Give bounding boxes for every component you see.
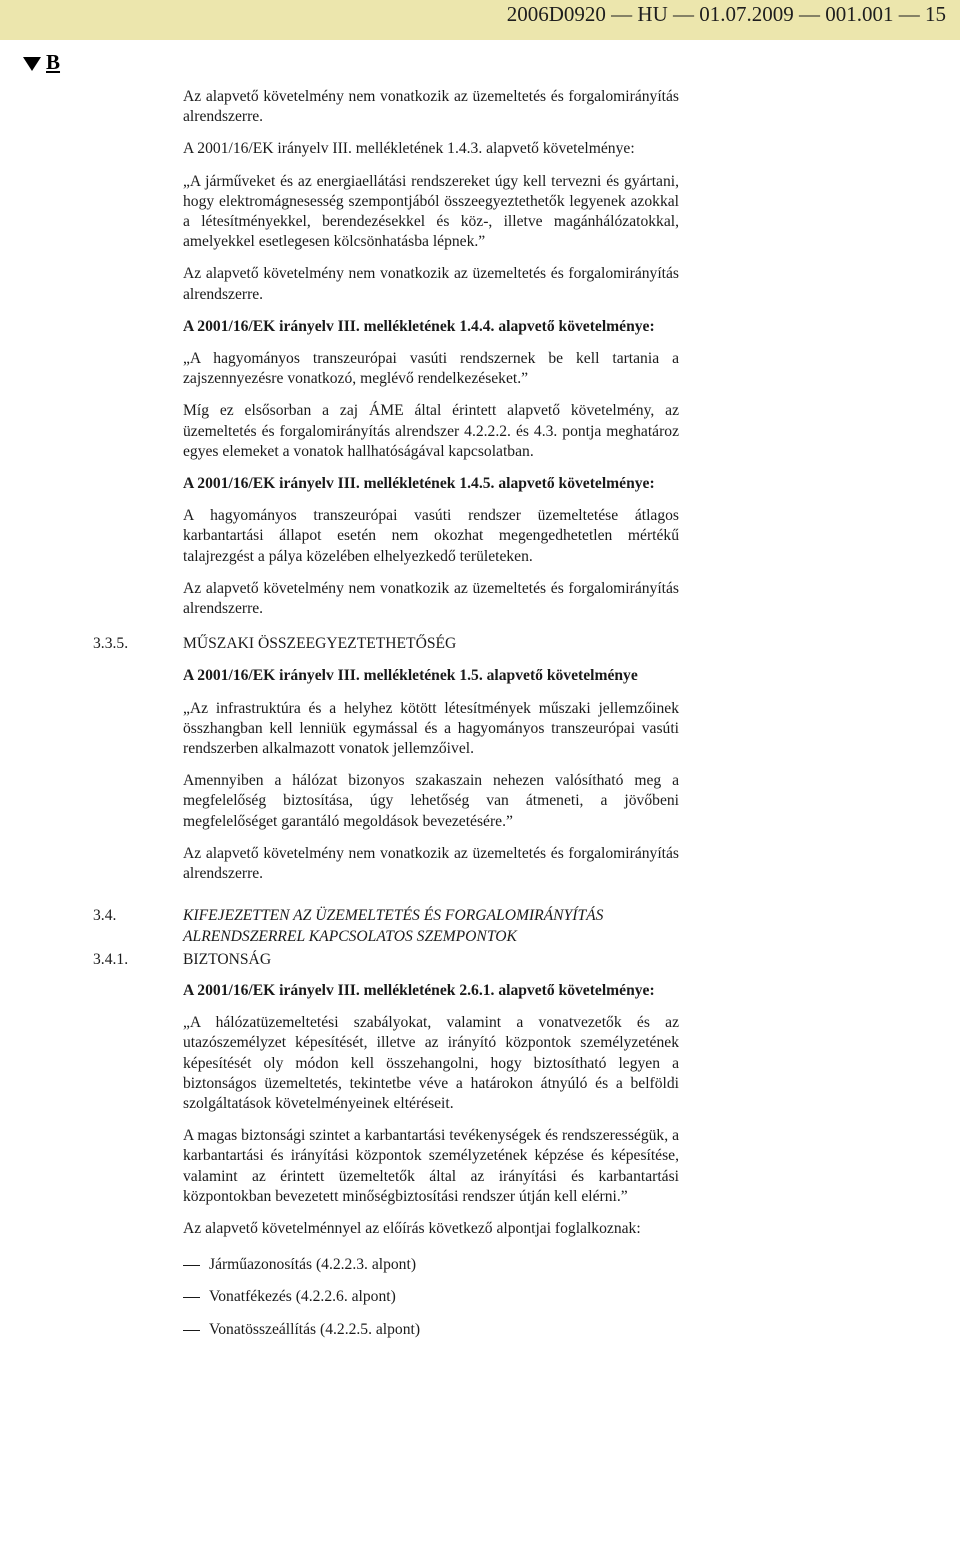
paragraph: A magas biztonsági szintet a karbantartási tevékenységek és rendszerességük, a karbantartási és irányítási központok személyzetének képzése és képesítése, valamint az érintett üzemeltetők által az irányítási és karbantartási központokban bevezetett minőségbiztosítási rendszer útján kell elérni.” (183, 1127, 679, 1205)
list-item-text: Vonatösszeállítás (4.2.2.5. alpont) (209, 1320, 421, 1338)
amendment-marker (23, 50, 60, 75)
paragraph: A 2001/16/EK irányelv III. mellékletének 1.4.3. alapvető követelménye: (183, 140, 635, 158)
directive-reference: A 2001/16/EK irányelv III. mellékletének 1.5. alapvető követelménye (183, 667, 638, 685)
directive-reference: A 2001/16/EK irányelv III. mellékletének 1.4.4. alapvető követelménye: (183, 317, 655, 335)
section-number: 3.4. (93, 907, 117, 925)
document-body (93, 87, 679, 1340)
dash-bullet (183, 1265, 200, 1266)
section-number: 3.3.5. (93, 635, 129, 653)
list-item-text: Vonatfékezés (4.2.2.6. alpont) (209, 1288, 396, 1306)
section-title: BIZTONSÁG (183, 950, 272, 968)
paragraph: A hagyományos transzeurópai vasúti rendszer üzemeltetése átlagos karbantartási állapot esetén nem okozhat megengedhetetlen mértékű talajrezgést a pálya közelében elhelyezkedő területeken. (183, 507, 679, 565)
paragraph: Az alapvető követelménnyel az előírás következő alpontjai foglalkoznak: (183, 1219, 641, 1237)
section-title: KIFEJEZETTEN AZ ÜZEMELTETÉS ÉS FORGALOMIRÁNYÍTÁS ALRENDSZERREL KAPCSOLATOS SZEMPONTOK (183, 907, 604, 945)
section-number: 3.4.1. (93, 950, 129, 968)
list-item-text: Járműazonosítás (4.2.2.3. alpont) (209, 1256, 417, 1274)
dash-bullet (183, 1330, 200, 1331)
section-title: MŰSZAKI ÖSSZEEGYEZTETHETŐSÉG (183, 635, 457, 653)
directive-reference: A 2001/16/EK irányelv III. mellékletének 2.6.1. alapvető követelménye: (183, 981, 655, 999)
paragraph: Az alapvető követelmény nem vonatkozik az üzemeltetés és forgalomirányítás alrendszerre. (183, 265, 679, 303)
paragraph: Míg ez elsősorban a zaj ÁME által érintett alapvető követelmény, az üzemeltetés és forgalomirányítás alrendszer 4.2.2.2. és 4.3. pontja meghatároz egyes elemeket a vonatok hallhatóságával kapcsolatban. (183, 402, 679, 460)
section-heading (93, 950, 679, 970)
list-item (183, 1255, 679, 1275)
paragraph: „A hálózatüzemeltetési szabályokat, valamint a vonatvezetők és az utazószemélyzet képesítését, illetve az irányító központok személyzetének képesítését oly módon kell összehangolni, hogy biztosítható legyen a biztonságos üzemeltetés, tekintetbe véve a határokon átnyúló és a belföldi szolgáltatások követelményeinek eltéréseit. (183, 1014, 679, 1112)
triangle-down-icon (23, 57, 41, 71)
paragraph: „Az infrastruktúra és a helyhez kötött létesítmények műszaki jellemzőinek összhangban kell lenniük egymással és a hagyományos transzeurópai vasúti rendszerben alkalmazott vonatok jellemzőivel. (183, 699, 679, 758)
section-heading (93, 634, 679, 654)
paragraph: Az alapvető követelmény nem vonatkozik az üzemeltetés és forgalomirányítás alrendszerre. (183, 844, 679, 883)
list-item (183, 1320, 679, 1340)
paragraph: Az alapvető követelmény nem vonatkozik az üzemeltetés és forgalomirányítás alrendszerre. (183, 88, 679, 126)
section-heading (93, 906, 679, 946)
amendment-marker-label: B (46, 50, 61, 74)
document-header-bar (0, 0, 960, 40)
document-reference: 2006D0920 — HU — 01.07.2009 — 001.001 — 15 (506, 2, 946, 26)
directive-reference: A 2001/16/EK irányelv III. mellékletének 1.4.5. alapvető követelménye: (183, 475, 655, 493)
dash-bullet (183, 1297, 200, 1298)
paragraph: Az alapvető követelmény nem vonatkozik az üzemeltetés és forgalomirányítás alrendszerre. (183, 579, 679, 618)
paragraph: Amennyiben a hálózat bizonyos szakaszain nehezen valósítható meg a megfelelőség biztosítása, úgy lehetőség van átmeneti, a jövőbeni megfelelőséget garantáló megoldások bevezetésére.” (183, 772, 679, 830)
list-item (183, 1287, 679, 1307)
paragraph: „A járműveket és az energiaellátási rendszereket úgy kell tervezni és gyártani, hogy elektromágnesesség szempontjából összeegyeztethetők legyenek azokkal a létesítményekkel, berendezésekkel és köz-, illetve magánhálózatokkal, amelyekkel esetlegesen kölcsönhatásba lépnek.” (183, 172, 679, 251)
paragraph: „A hagyományos transzeurópai vasúti rendszernek be kell tartania a zajszennyezésre vonatkozó, meglévő rendelkezéseket.” (183, 350, 679, 388)
